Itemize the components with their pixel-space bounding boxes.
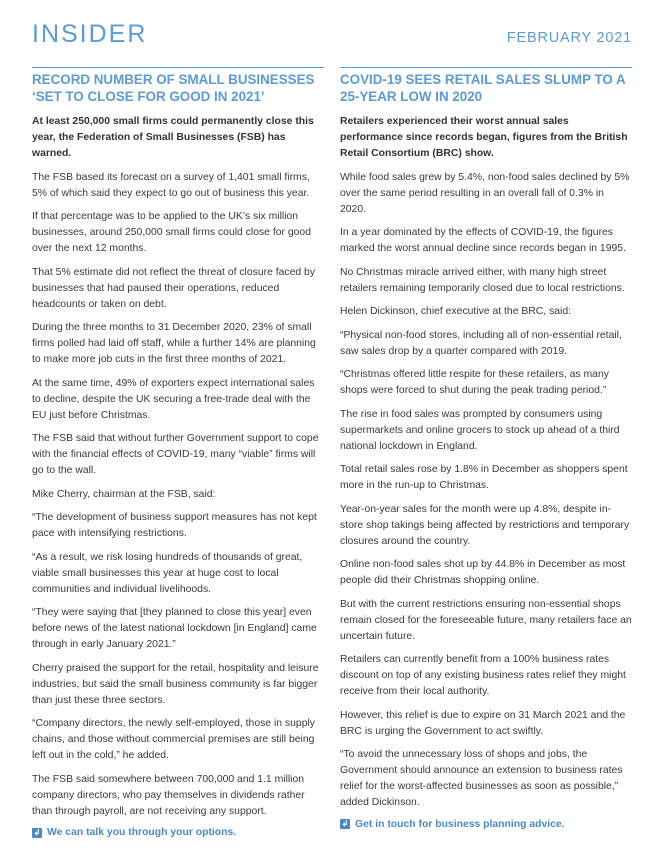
article-title: RECORD NUMBER OF SMALL BUSINESSES ‘SET TO CLOSE FOR GOOD IN 2021’ <box>32 72 315 104</box>
article-paragraph: Online non-food sales shot up by 44.8% in December as most people did their Christmas shopping online. <box>340 559 626 586</box>
article-paragraph: “The development of business support measures has not kept pace with intensifying restrictions. <box>32 512 317 539</box>
cta-label: Get in touch for business planning advice. <box>355 818 565 830</box>
article-paragraph: “Company directors, the newly self-employed, those in supply chains, and those without commercial premises are still being left out in the cold,” he added. <box>32 718 315 761</box>
article-paragraph: In a year dominated by the effects of COVID-19, the figures marked the worst annual decline since records began in 1995. <box>340 227 626 254</box>
article-paragraph: However, this relief is due to expire on 31 March 2021 and the BRC is urging the Government to act swiftly. <box>340 709 626 737</box>
article-paragraph: “To avoid the unnecessary loss of shops and jobs, the Government should announce an extension to business rates relief for the worst-affected businesses as soon as possible,” added Dickinson. <box>340 749 623 808</box>
article-paragraph: “As a result, we risk losing hundreds of thousands of great, viable small businesses this year at huge cost to local communities and individual livelihoods. <box>32 551 303 595</box>
issue-date: FEBRUARY 2021 <box>506 30 632 46</box>
cta-link[interactable] <box>340 819 632 830</box>
article-paragraph: “Physical non-food stores, including all of non-essential retail, saw sales drop by a quarter compared with 2019. <box>340 329 622 357</box>
article-right <box>340 67 632 830</box>
article-paragraph: If that percentage was to be applied to the UK’s six million businesses, around 250,000 small firms could close for good over the next 12 months. <box>32 211 311 254</box>
article-paragraph: While food sales grew by 5.4%, non-food sales declined by 5% over the same period resulting in an overall fall of 0.3% in 2020. <box>340 171 630 215</box>
article-paragraph: Retailers can currently benefit from a 100% business rates discount on top of any existing business rates relief they might receive from their local authority. <box>340 654 626 697</box>
article-paragraph: Helen Dickinson, chief executive at the BRC, said: <box>340 306 572 317</box>
article-paragraph: No Christmas miracle arrived either, with many high street retailers remaining temporarily closed due to local restrictions. <box>340 266 625 294</box>
cta-label: We can talk you through your options. <box>47 827 237 838</box>
newsletter-brand: INSIDER <box>32 20 148 48</box>
article-paragraph: That 5% estimate did not reflect the threat of closure faced by businesses that had paused their operations, reduced headcounts or taken on debt. <box>32 266 316 310</box>
article-left <box>32 67 324 838</box>
article-paragraph: The FSB said that without further Government support to cope with the financial effects of COVID-19, many “viable” firms will go to the wall. <box>32 433 319 476</box>
arrow-icon: ↲ <box>33 827 41 837</box>
divider <box>340 67 632 68</box>
page-header <box>32 20 632 52</box>
article-paragraph: “Christmas offered little respite for these retailers, as many shops were forced to shut during the peak trading period.” <box>340 369 609 396</box>
article-paragraph: The FSB based its forecast on a survey of 1,401 small firms, 5% of which said they expect to go out of business this year. <box>32 171 310 199</box>
article-paragraph: At the same time, 49% of exporters expect international sales to decline, despite the UK securing a free-trade deal with the EU just before Christmas. <box>32 377 315 421</box>
article-paragraph: During the three months to 31 December 2020, 23% of small firms polled had laid off staff, while a further 14% are planning to make more job cuts in the first three months of 2021. <box>32 322 316 365</box>
article-paragraph: “They were saying that [they planned to close this year] even before news of the latest national lockdown [in England] came through in early January 2021.” <box>32 607 317 650</box>
arrow-icon: ↲ <box>341 819 349 828</box>
article-paragraph: The FSB said somewhere between 700,000 and 1.1 million company directors, who pay themselves in dividends rather than through payroll, are not receiving any support. <box>32 773 305 817</box>
article-title: COVID-19 SEES RETAIL SALES SLUMP TO A 25-YEAR LOW IN 2020 <box>340 72 626 104</box>
article-paragraph: Total retail sales rose by 1.8% in December as shoppers spent more in the run-up to Christmas. <box>340 464 628 491</box>
article-paragraph: But with the current restrictions ensuring non-essential shops remain closed for the foreseeable future, many retailers face an uncertain future. <box>340 598 632 642</box>
cta-link[interactable] <box>32 827 324 838</box>
article-paragraph: The rise in food sales was prompted by consumers using supermarkets and online grocers to stock up ahead of a third national lockdown in England. <box>340 408 620 452</box>
article-paragraph: Cherry praised the support for the retail, hospitality and leisure industries, but said the small business community is far bigger than just these three sectors. <box>32 662 319 706</box>
article-lead: Retailers experienced their worst annual sales performance since records began, figures from the British Retail Consortium (BRC) show. <box>340 116 628 159</box>
divider <box>32 67 324 68</box>
article-lead: At least 250,000 small firms could permanently close this year, the Federation of Small Businesses (FSB) has warned. <box>32 116 314 159</box>
article-paragraph: Year-on-year sales for the month were up 4.8%, despite in-store shop takings being affected by restrictions and temporary closures around the country. <box>340 503 630 547</box>
article-paragraph: Mike Cherry, chairman at the FSB, said: <box>32 488 216 500</box>
